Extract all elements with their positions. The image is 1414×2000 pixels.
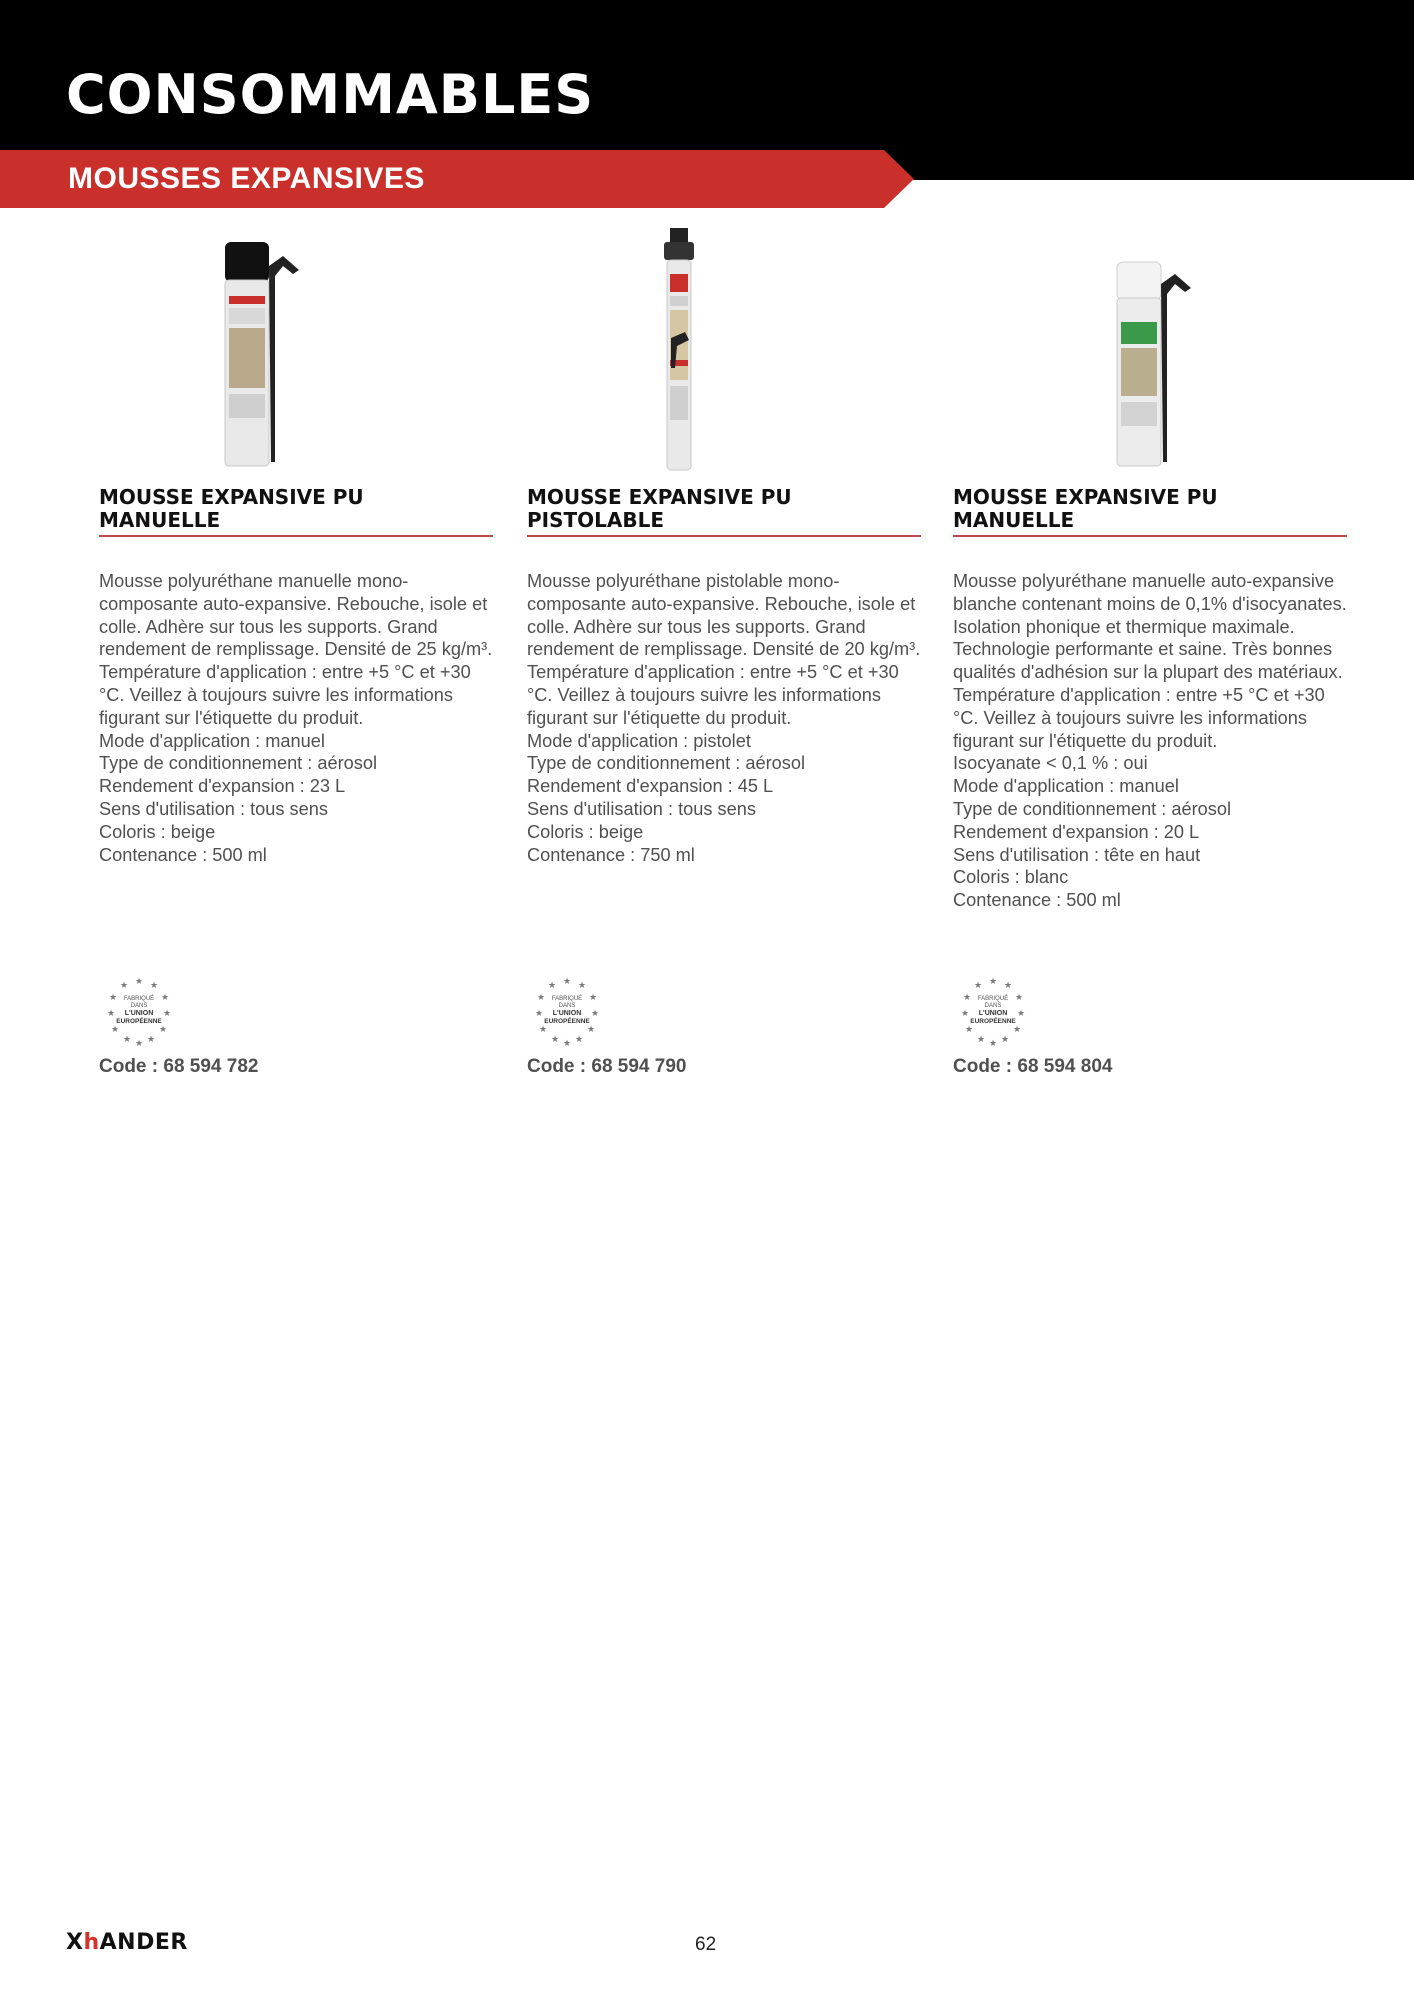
spray-can-black-cap-icon — [99, 222, 493, 472]
svg-text:★: ★ — [588, 992, 598, 1002]
product-name: MOUSSE EXPANSIVE PU MANUELLE — [953, 486, 1347, 537]
product-description — [99, 570, 493, 866]
spec-line: Coloris : beige — [99, 821, 216, 842]
svg-text:★: ★ — [1014, 992, 1024, 1002]
description-text: Mousse polyuréthane pistolable mono-composante auto-expansive. Rebouche, isole et colle. Adhère sur tous les supports. Grand rendement de remplissage. Densité de 20 kg/m³. Température d'application : entre +5 °C et +30 °C. Veillez à toujours suivre les informations figurant sur l'étiquette du produit. — [527, 571, 921, 728]
logo-h: h — [83, 1930, 100, 1955]
svg-text:★: ★ — [122, 1034, 132, 1044]
svg-text:★: ★ — [162, 1008, 172, 1018]
spec-line: Rendement d'expansion : 45 L — [527, 776, 774, 797]
description-text: Mousse polyuréthane manuelle mono-composante auto-expansive. Rebouche, isole et colle. Adhère sur tous les supports. Grand rendement de remplissage. Densité de 25 kg/m³. Température d'application : entre +5 °C et +30 °C. Veillez à toujours suivre les informations figurant sur l'étiquette du produit. — [99, 571, 493, 728]
svg-text:★: ★ — [110, 1024, 120, 1034]
svg-text:FABRIQUÉ: FABRIQUÉ — [123, 996, 155, 1002]
svg-text:DANS: DANS — [558, 1003, 576, 1009]
svg-text:★: ★ — [149, 980, 159, 990]
svg-text:EUROPÉENNE: EUROPÉENNE — [116, 1018, 162, 1025]
spec-line: Rendement d'expansion : 20 L — [953, 821, 1200, 842]
svg-text:★: ★ — [158, 1024, 168, 1034]
eu-made-badge — [953, 972, 1033, 1052]
svg-text:EUROPÉENNE: EUROPÉENNE — [970, 1018, 1016, 1025]
logo-x: X — [66, 1930, 84, 1955]
page-number: 62 — [695, 1934, 717, 1955]
svg-text:★: ★ — [134, 1038, 144, 1048]
page-title: CONSOMMABLES — [66, 63, 595, 126]
spec-line: Coloris : beige — [527, 821, 644, 842]
spec-line: Mode d'application : pistolet — [527, 730, 751, 751]
spec-line: Type de conditionnement : aérosol — [99, 753, 378, 774]
svg-text:★: ★ — [960, 1008, 970, 1018]
spec-line: Contenance : 500 ml — [953, 890, 1121, 911]
svg-text:★: ★ — [1000, 1034, 1010, 1044]
svg-text:★: ★ — [973, 980, 983, 990]
eu-made-badge — [527, 972, 607, 1052]
svg-text:★: ★ — [1016, 1008, 1026, 1018]
svg-text:★: ★ — [146, 1034, 156, 1044]
brand-logo — [66, 1930, 188, 1955]
spec-line: Contenance : 750 ml — [527, 844, 695, 865]
product-code: Code : 68 594 804 — [953, 1056, 1113, 1077]
spec-line: Rendement d'expansion : 23 L — [99, 776, 346, 797]
svg-text:★: ★ — [964, 1024, 974, 1034]
svg-text:★: ★ — [1012, 1024, 1022, 1034]
svg-text:★: ★ — [538, 1024, 548, 1034]
svg-text:★: ★ — [134, 976, 144, 986]
svg-text:★: ★ — [536, 992, 546, 1002]
spec-line: Sens d'utilisation : tête en haut — [953, 844, 1201, 865]
svg-text:L'UNION: L'UNION — [978, 1010, 1008, 1017]
spec-line: Sens d'utilisation : tous sens — [527, 798, 756, 819]
spec-line: Contenance : 500 ml — [99, 844, 267, 865]
svg-text:EUROPÉENNE: EUROPÉENNE — [544, 1018, 590, 1025]
svg-text:★: ★ — [550, 1034, 560, 1044]
spec-line: Coloris : blanc — [953, 867, 1069, 888]
product-code: Code : 68 594 782 — [99, 1056, 259, 1077]
svg-text:★: ★ — [988, 976, 998, 986]
svg-text:FABRIQUÉ: FABRIQUÉ — [977, 996, 1009, 1002]
spec-line: Mode d'application : manuel — [953, 776, 1179, 797]
svg-text:★: ★ — [547, 980, 557, 990]
svg-text:L'UNION: L'UNION — [124, 1010, 154, 1017]
eu-made-badge — [99, 972, 179, 1052]
spec-line: Mode d'application : manuel — [99, 730, 325, 751]
svg-text:★: ★ — [1003, 980, 1013, 990]
svg-text:★: ★ — [562, 976, 572, 986]
svg-text:★: ★ — [119, 980, 129, 990]
spec-line: Type de conditionnement : aérosol — [953, 798, 1232, 819]
product-description — [527, 570, 921, 866]
svg-text:★: ★ — [962, 992, 972, 1002]
section-title: MOUSSES EXPANSIVES — [68, 162, 425, 195]
logo-rest: ANDER — [99, 1930, 188, 1955]
svg-text:★: ★ — [534, 1008, 544, 1018]
svg-text:L'UNION: L'UNION — [552, 1010, 582, 1017]
svg-text:DANS: DANS — [130, 1003, 148, 1009]
svg-text:★: ★ — [577, 980, 587, 990]
svg-text:★: ★ — [574, 1034, 584, 1044]
product-card — [953, 222, 1347, 1077]
product-card — [527, 222, 921, 1077]
product-description — [953, 570, 1347, 912]
svg-text:★: ★ — [106, 1008, 116, 1018]
spec-line: Isocyanate < 0,1 % : oui — [953, 753, 1148, 774]
svg-text:★: ★ — [562, 1038, 572, 1048]
svg-text:★: ★ — [160, 992, 170, 1002]
product-card — [99, 222, 493, 1077]
spray-can-white-cap-icon — [953, 222, 1347, 472]
product-name: MOUSSE EXPANSIVE PU PISTOLABLE — [527, 486, 921, 537]
spec-line: Sens d'utilisation : tous sens — [99, 798, 328, 819]
spec-line: Type de conditionnement : aérosol — [527, 753, 806, 774]
spray-can-gun-nozzle-icon — [527, 222, 921, 472]
svg-text:★: ★ — [590, 1008, 600, 1018]
svg-text:★: ★ — [988, 1038, 998, 1048]
svg-text:★: ★ — [976, 1034, 986, 1044]
product-name: MOUSSE EXPANSIVE PU MANUELLE — [99, 486, 493, 537]
product-code: Code : 68 594 790 — [527, 1056, 687, 1077]
description-text: Mousse polyuréthane manuelle auto-expansive blanche contenant moins de 0,1% d'isocyanates. Isolation phonique et thermique maximale. Technologie performante et saine. Très bonnes qualités d'adhésion sur la plupart des matériaux. Température d'application : entre +5 °C et +30 °C. Veillez à toujours suivre les informations figurant sur l'étiquette du produit. — [953, 571, 1347, 751]
svg-text:★: ★ — [108, 992, 118, 1002]
svg-text:FABRIQUÉ: FABRIQUÉ — [551, 996, 583, 1002]
svg-text:DANS: DANS — [984, 1003, 1002, 1009]
svg-text:★: ★ — [586, 1024, 596, 1034]
